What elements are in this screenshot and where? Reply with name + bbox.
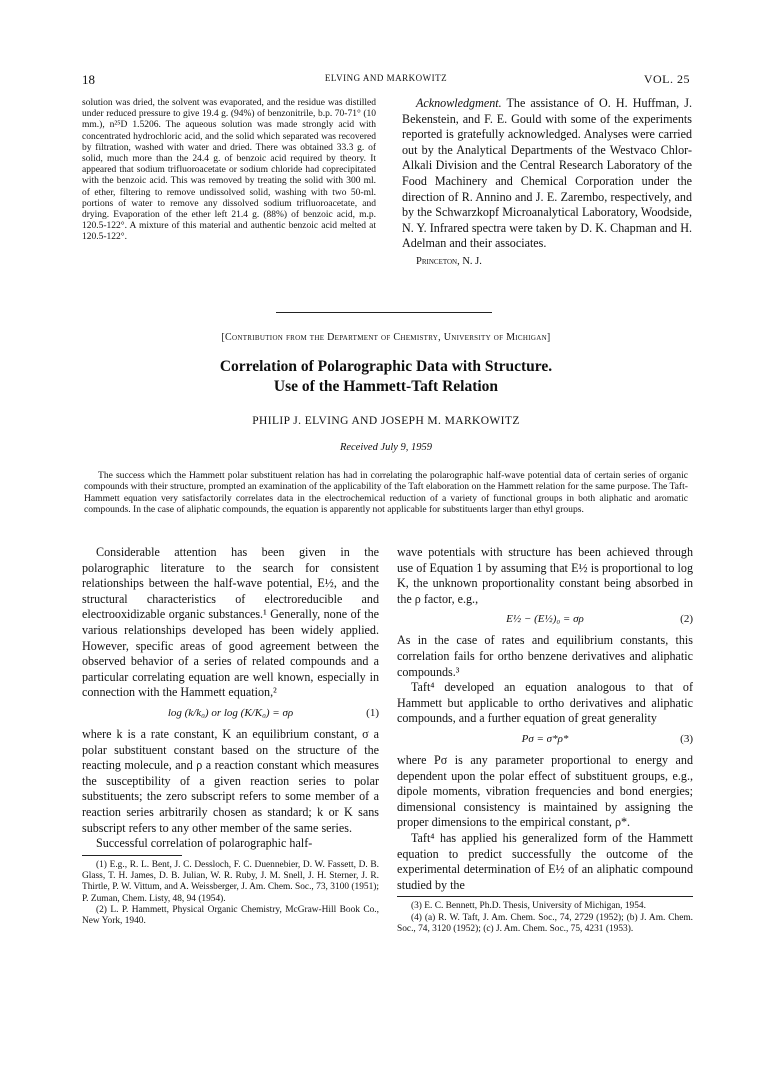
body-column-right bbox=[397, 545, 693, 935]
paragraph: where Pσ is any parameter proportional to energy and dependent upon the polar effect of substituent groups, e.g., dipole moments, vibration frequencies and bond energies; dimensional consistency is maintained by assigning the proper dimensions to the empirical constant, ρ*. bbox=[397, 752, 693, 830]
title-line-1: Correlation of Polarographic Data with Structure. bbox=[219, 358, 553, 375]
footnote: (3) E. C. Bennett, Ph.D. Thesis, University of Michigan, 1954. bbox=[411, 901, 646, 912]
title-line-2: Use of the Hammett-Taft Relation bbox=[273, 378, 499, 395]
running-head: ELVING AND MARKOWITZ bbox=[324, 73, 448, 83]
footnote: (1) E.g., R. L. Bent, J. C. Dessloch, F. C. Duennebier, D. W. Fassett, D. B. Glass, T. H. James, D. B. Julian, W. R. Ruby, J. M. Snell, J. H. Sterner, J. R. Thirtle, P. W. Vittum, and A. Weissberger, J. Am. Chem. Soc., 73, 3100 (1951); P. Zuman, Chem. Listy, 48, 94 (1954). bbox=[82, 859, 379, 904]
footnote-rule bbox=[82, 855, 182, 856]
footnote: (4) (a) R. W. Taft, J. Am. Chem. Soc., 74, 2729 (1952); (b) J. Am. Chem. Soc., 74, 3120 (1952); (c) J. Am. Chem. Soc., 75, 4231 (1953). bbox=[397, 912, 693, 934]
equation-2 bbox=[397, 612, 693, 627]
equation-text: log (k/k₀) or log (K/K₀) = σρ bbox=[167, 706, 294, 719]
received-date: Received July 9, 1959 bbox=[339, 442, 433, 453]
acknowledgment-text: The assistance of O. H. Huffman, J. Bekenstein, and F. E. Gould with some of the experiments reported is gratefully acknowledged. Analyses were carried out by the Analytical Departments of the Westvaco Chlor-Alkali Division and the Central Research Laboratory of the Food Machinery and Chemical Corporation under the direction of R. Annino and J. E. Zarembo, respectively, and by the Schwarzkopf Microanalytical Laboratory, Woodside, N. Y. Infrared spectra were taken by D. K. Chapman and H. Adelman and their associates. bbox=[402, 96, 692, 251]
paragraph: Considerable attention has been given in the polarographic literature to the search for consistent relationships between the half-wave potential, E½, and the structural characteristics of electroreducible and electrooxidizable organic substances.¹ Generally, none of the various relationships developed has been widely applied. However, specific areas of good agreement between the observed behavior of a series of related compounds and a particular correlating equation are well known, especially in connection with the Hammett equation,² bbox=[82, 545, 379, 700]
paragraph: Successful correlation of polarographic half- bbox=[96, 836, 313, 851]
authors-line: PHILIP J. ELVING AND JOSEPH M. MARKOWITZ bbox=[252, 415, 520, 427]
paragraph: where k is a rate constant, K an equilibrium constant, σ a polar substituent constant based on the structure of the reacting molecule, and ρ a reaction constant which measures the susceptibility of a given reaction series to polar substituents; the zero subscript refers to some member of a reaction series arbitrarily chosen as standard; k or K sans subscript refers to any other member of the same series. bbox=[82, 726, 379, 835]
acknowledgment-lead: Acknowledgment. bbox=[416, 96, 502, 110]
experimental-continuation bbox=[82, 98, 376, 244]
equation-number: (1) bbox=[366, 706, 379, 719]
footnote: (2) L. P. Hammett, Physical Organic Chemistry, McGraw-Hill Book Co., New York, 1940. bbox=[82, 904, 379, 927]
footnote-rule bbox=[397, 896, 693, 897]
equation-3 bbox=[397, 732, 693, 747]
paragraph: Taft⁴ developed an equation analogous to that of Hammett but applicable to ortho derivatives and aliphatic compounds, and a further equation of great generality bbox=[397, 680, 693, 726]
section-divider bbox=[276, 312, 492, 313]
paragraph: As in the case of rates and equilibrium constants, this correlation fails for ortho benzene derivatives and aliphatic compounds.³ bbox=[397, 633, 693, 679]
equation-text: Pσ = σ*ρ* bbox=[521, 732, 569, 745]
contribution-line: [Contribution from the Department of Chemistry, University of Michigan] bbox=[221, 332, 551, 343]
page-number: 18 bbox=[82, 72, 95, 87]
article-title bbox=[82, 357, 690, 397]
paragraph: wave potentials with structure has been achieved through use of Equation 1 by assuming that E½ is proportional to log K, the unknown proportionality constant being absorbed in the ρ factor, e.g., bbox=[397, 545, 693, 606]
volume-label: VOL. 25 bbox=[643, 72, 690, 86]
experimental-text: solution was dried, the solvent was evaporated, and the residue was distilled under reduced pressure to give 19.4 g. (94%) of benzonitrile, b.p. 70-71° (10 mm.), n²⁵D 1.5206. The aqueous solution was made strongly acid with concentrated hydrochloric acid, and the solid which separated was recovered by filtration, washed with water and dried. There was obtained 33.3 g. of solid, much more than the 24.4 g. of benzoic acid required by theory. It appeared that sodium trifluoroacetate or sodium chloride had coprecipitated with the benzoic acid. This was removed by treating the solid with 300 ml. of ether, filtering to remove undissolved solid, washing with two 50-ml. portions of water to remove any dissolved sodium trifluoroacetate, and drying. Evaporation of the ether left 21.4 g. (88%) of benzoic acid, m.p. 120.5-122°. A mixture of this material and authentic benzoic acid melted at 120.5-122°. bbox=[82, 98, 376, 243]
equation-text: E½ − (E½)₀ = σρ bbox=[506, 613, 584, 626]
paragraph: Taft⁴ has applied his generalized form of the Hammett equation to predict successfully the outcome of the experimental determination of E½ of an aliphatic compound studied by the bbox=[397, 830, 693, 892]
equation-1 bbox=[82, 706, 379, 721]
equation-number: (2) bbox=[680, 613, 693, 626]
page-header bbox=[82, 72, 690, 88]
equation-number: (3) bbox=[680, 732, 693, 745]
location-line: Princeton, N. J. bbox=[416, 255, 482, 267]
abstract: The success which the Hammett polar substituent relation has had in correlating the polarographic half-wave potential data of certain series of organic compounds with their structure, prompted an examination of the applicability of the Taft elaboration on the Hammett relation for the same purpose. The Taft-Hammett equation very satisfactorily correlates data in the electrochemical reduction of a variety of functional groups in both aliphatic and aromatic compounds. In the case of aliphatic compounds, the equation is apparently not applicable for substituents larger than ethyl groups. bbox=[84, 470, 688, 516]
acknowledgment-section bbox=[402, 96, 692, 270]
acknowledgment-paragraph bbox=[402, 96, 692, 252]
body-column-left bbox=[82, 545, 379, 927]
